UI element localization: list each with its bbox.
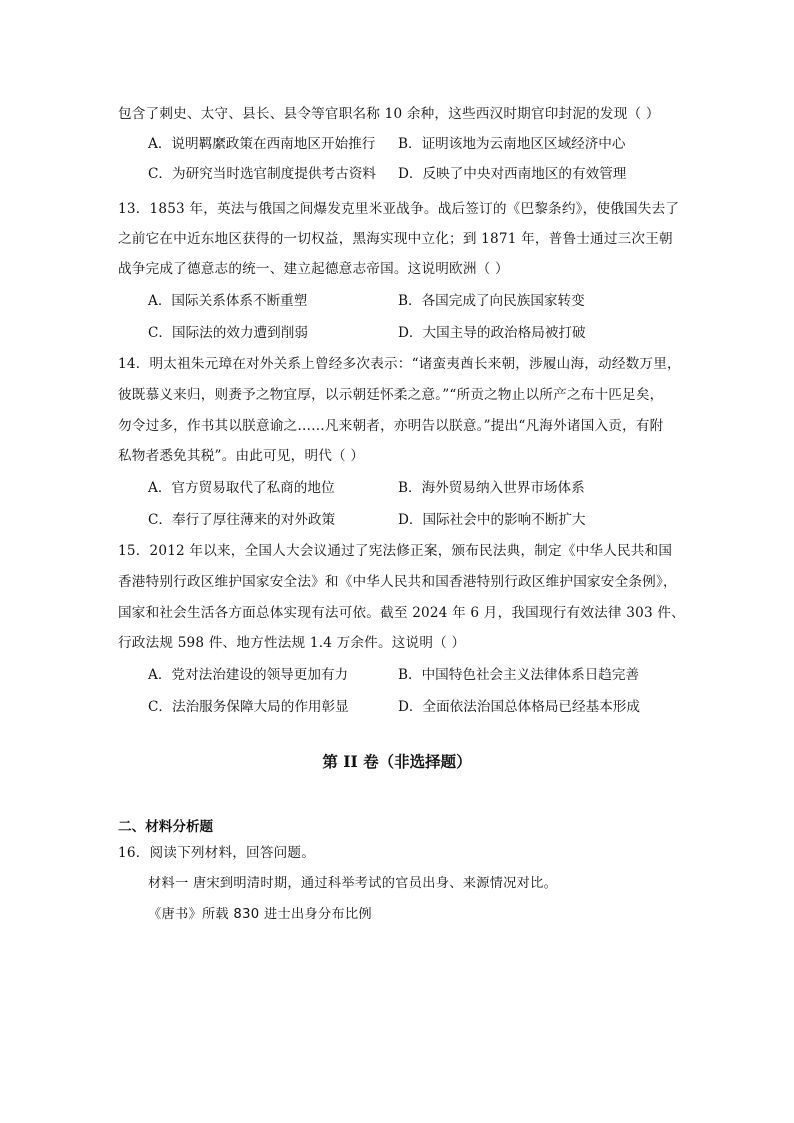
q15-stem-line-3: 国家和社会生活各方面总体实现有法可依。截至 2024 年 6 月，我国现行有效法律 303 件、 — [118, 605, 685, 621]
q15-stem-line-1: 15．2012 年以来，全国人大会议通过了宪法修正案，颁布民法典，制定《中华人民共和国 — [118, 543, 673, 559]
q13-stem-line-1: 13．1853 年，英法与俄国之间爆发克里米亚战争。战后签订的《巴黎条约》，使俄国失去了 — [118, 201, 680, 217]
q13-option-a[interactable]: A．国际关系体系不断重塑 — [148, 293, 308, 309]
q14-option-d[interactable]: D．国际社会中的影响不断扩大 — [398, 512, 586, 528]
q15-option-c[interactable]: C．法治服务保障大局的作用彰显 — [148, 699, 349, 715]
q13-option-b[interactable]: B．各国完成了向民族国家转变 — [398, 293, 585, 309]
q16-material-1: 材料一 唐宋到明清时期，通过科举考试的官员出身、来源情况对比。 — [148, 876, 558, 891]
q15-stem-line-4: 行政法规 598 件、地方性法规 1.4 万余件。这说明（ ） — [118, 635, 466, 651]
q13-stem-line-2: 之前它在中近东地区获得的一切权益，黑海实现中立化；到 1871 年，普鲁士通过三次王朝 — [118, 231, 673, 247]
q14-stem-line-2: 彼既慕义来归，则赉予之物宜厚，以示朝廷怀柔之意。”“所贡之物止以所产之布十匹足矣， — [118, 387, 664, 403]
q12-option-d[interactable]: D．反映了中央对西南地区的有效管理 — [398, 166, 627, 182]
q14-option-b[interactable]: B．海外贸易纳入世界市场体系 — [398, 480, 585, 496]
q12-option-a[interactable]: A．说明羁縻政策在西南地区开始推行 — [148, 136, 376, 152]
q15-option-d[interactable]: D．全面依法治国总体格局已经基本形成 — [398, 699, 640, 715]
q14-stem-line-1: 14．明太祖朱元璋在对外关系上曾经多次表示：“诸蛮夷酋长来朝，涉履山海，动经数万里， — [118, 356, 681, 372]
q16-table-caption: 《唐书》所载 830 进士出身分布比例 — [148, 907, 372, 922]
q12-option-b[interactable]: B．证明该地为云南地区区域经济中心 — [398, 136, 626, 152]
q14-stem-line-4: 私物者悉免其税”。由此可见，明代（ ） — [118, 448, 365, 464]
q13-stem-line-3: 战争完成了德意志的统一、建立起德意志帝国。这说明欧洲（ ） — [118, 261, 509, 277]
q14-stem-line-3: 勿令过多，作书其以朕意谕之……凡来朝者，亦明告以朕意。”提出“凡海外诸国入贡，有附 — [118, 418, 664, 434]
section-title: 二、材料分析题 — [118, 819, 214, 835]
q14-option-c[interactable]: C．奉行了厚往薄来的对外政策 — [148, 512, 336, 528]
q13-option-d[interactable]: D．大国主导的政治格局被打破 — [398, 325, 586, 341]
q12-stem-end: 包含了刺史、太守、县长、县令等官职名称 10 余种，这些西汉时期官印封泥的发现（ ） — [118, 106, 660, 122]
q12-option-c[interactable]: C．为研究当时选官制度提供考古资料 — [148, 166, 376, 182]
q13-option-c[interactable]: C．国际法的效力遭到削弱 — [148, 325, 308, 341]
q15-option-b[interactable]: B．中国特色社会主义法律体系日趋完善 — [398, 667, 640, 683]
q15-option-a[interactable]: A．党对法治建设的领导更加有力 — [148, 667, 349, 683]
q14-option-a[interactable]: A．官方贸易取代了私商的地位 — [148, 480, 335, 496]
q16-stem: 16．阅读下列材料，回答问题。 — [118, 845, 316, 861]
q15-stem-line-2: 香港特别行政区维护国家安全法》和《中华人民共和国香港特别行政区维护国家安全条例》， — [118, 574, 677, 590]
part2-title: 第 II 卷（非选择题） — [322, 752, 472, 771]
